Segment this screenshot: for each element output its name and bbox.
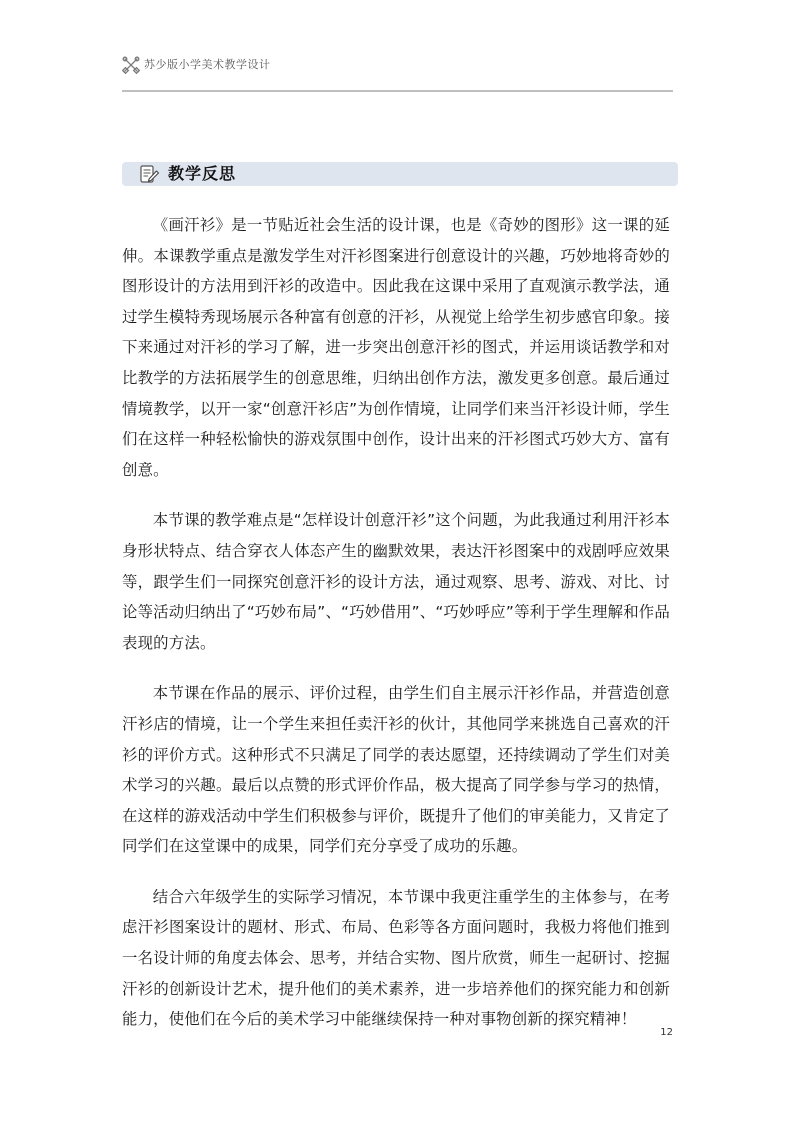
crossed-tools-icon [122,56,140,74]
paragraph: 本节课在作品的展示、评价过程，由学生们自主展示汗衫作品，并营造创意汗衫店的情境，让一个学生来担任卖汗衫的伙计，其他同学来挑选自己喜欢的汗衫的评价方式。这种形式不只满足了同学的表达愿望，还持续调动了学生们对美术学习的兴趣。最后以点赞的形式评价作品，极大提高了同学参与学习的热情，在这样的游戏活动中学生们积极参与评价，既提升了他们的审美能力，又肯定了同学们在这堂课中的成果，同学们充分享受了成功的乐趣。 [122,684,670,856]
page-number: 12 [660,1027,673,1038]
reflection-body [122,210,670,1055]
page-header [122,50,673,90]
paragraph: 结合六年级学生的实际学习情况，本节课中我更注重学生的主体参与，在考虑汗衫图案设计的题材、形式、布局、色彩等各方面问题时，我极力将他们推到一名设计师的角度去体会、思考，并结合实物、图片欣赏，师生一起研讨、挖掘汗衫的创新设计艺术，提升他们的美术素养，进一步培养他们的探究能力和创新能力，使他们在今后的美术学习中能继续保持一种对事物创新的探究精神！ [122,887,670,1029]
header-title: 苏少版小学美术教学设计 [144,58,271,71]
paragraph: 本节课的教学难点是“怎样设计创意汗衫”这个问题，为此我通过利用汗衫本身形状特点、结合穿衣人体态产生的幽默效果，表达汗衫图案中的戏剧呼应效果等，跟学生们一同探究创意汗衫的设计方法，通过观察、思考、游戏、对比、讨论等活动归纳出了“巧妙布局”、“巧妙借用”、“巧妙呼应”等利于学生理解和作品表现的方法。 [122,511,670,652]
paragraph: 《画汗衫》是一节贴近社会生活的设计课，也是《奇妙的图形》这一课的延伸。本课教学重点是激发学生对汗衫图案进行创意设计的兴趣，巧妙地将奇妙的图形设计的方法用到汗衫的改造中。因此我在这课中采用了直观演示教学法，通过学生模特秀现场展示各种富有创意的汗衫，从视觉上给学生初步感官印象。接下来通过对汗衫的学习了解，进一步突出创意汗衫的图式，并运用谈话教学和对比教学的方法拓展学生的创意思维，归纳出创作方法，激发更多创意。最后通过情境教学，以开一家“创意汗衫店”为创作情境，让同学们来当汗衫设计师，学生们在这样一种轻松愉快的游戏氛围中创作，设计出来的汗衫图式巧妙大方、富有创意。 [122,216,670,479]
notepad-pencil-icon [138,163,160,185]
section-banner [122,162,678,186]
section-title: 教学反思 [168,164,237,183]
header-divider [122,90,673,92]
